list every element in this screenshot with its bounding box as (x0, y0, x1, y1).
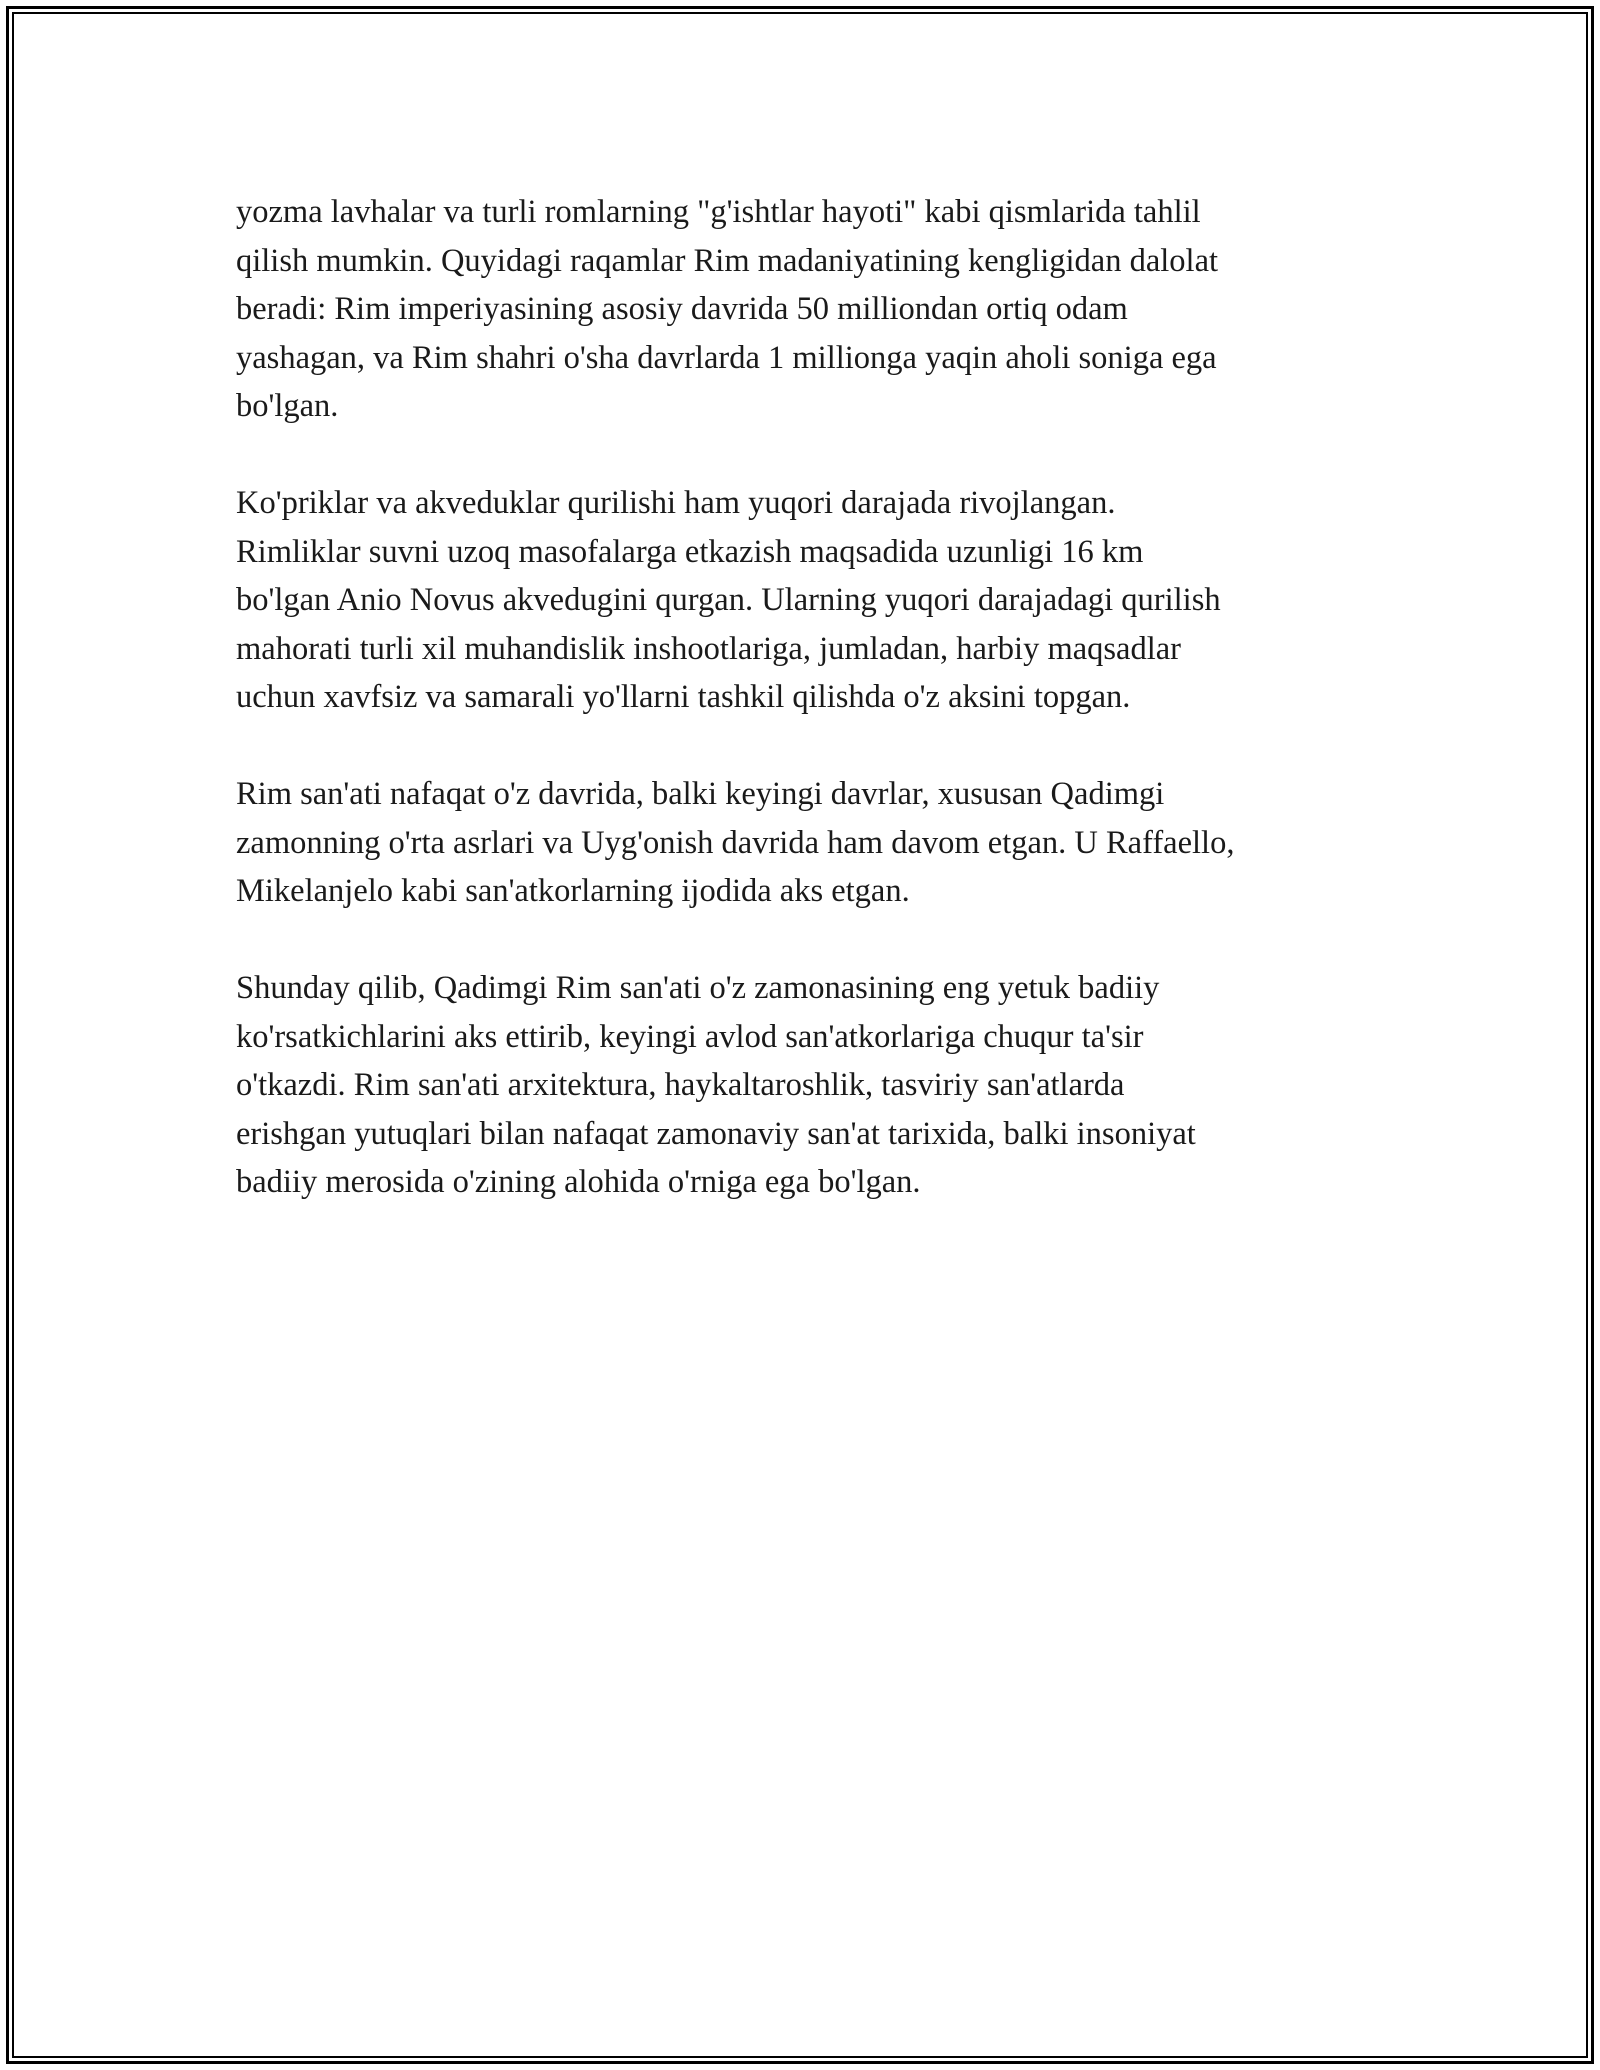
text-line: yashagan, va Rim shahri o'sha davrlarda 1 millionga yaqin aholi soniga ega (236, 339, 1217, 376)
text-line: Ko'priklar va akveduklar qurilishi ham yuqori darajada rivojlangan. (236, 485, 1116, 521)
paragraph-4 (236, 964, 1366, 1207)
text-line: ko'rsatkichlarini aks ettirib, keyingi avlod san'atkorlariga chuqur ta'sir (236, 1018, 1144, 1055)
text-line: yozma lavhalar va turli romlarning "g'ishtlar hayoti" kabi qismlarida tahlil (236, 194, 1201, 230)
text-line: badiiy merosida o'zining alohida o'rniga ega bo'lgan. (236, 1164, 921, 1200)
text-line: zamonning o'rta asrlari va Uyg'onish davrida ham davom etgan. U Raffaello, (236, 824, 1235, 861)
text-line: Mikelanjelo kabi san'atkorlarning ijodida aks etgan. (236, 873, 910, 909)
paragraph-3 (236, 770, 1366, 916)
text-line: beradi: Rim imperiyasining asosiy davrida 50 milliondan ortiq odam (236, 291, 1128, 327)
text-line: bo'lgan. (236, 388, 339, 424)
document-body (236, 188, 1366, 1255)
text-line: Shunday qilib, Qadimgi Rim san'ati o'z zamonasining eng yetuk badiiy (236, 970, 1160, 1006)
text-line: bo'lgan Anio Novus akvedugini qurgan. Ularning yuqori darajadagi qurilish (236, 582, 1221, 618)
text-line: uchun xavfsiz va samarali yo'llarni tashkil qilishda o'z aksini topgan. (236, 679, 1131, 715)
text-line: mahorati turli xil muhandislik inshootlariga, jumladan, harbiy maqsadlar (236, 630, 1182, 667)
text-line: qilish mumkin. Quyidagi raqamlar Rim madaniyatining kengligidan dalolat (236, 242, 1219, 279)
text-line: o'tkazdi. Rim san'ati arxitektura, haykaltaroshlik, tasviriy san'atlarda (236, 1067, 1125, 1103)
text-line: erishgan yutuqlari bilan nafaqat zamonaviy san'at tarixida, balki insoniyat (236, 1115, 1196, 1152)
text-line: Rimliklar suvni uzoq masofalarga etkazish maqsadida uzunligi 16 km (236, 533, 1144, 570)
paragraph-2 (236, 479, 1366, 722)
paragraph-1 (236, 188, 1366, 431)
text-line: Rim san'ati nafaqat o'z davrida, balki keyingi davrlar, xususan Qadimgi (236, 776, 1165, 812)
